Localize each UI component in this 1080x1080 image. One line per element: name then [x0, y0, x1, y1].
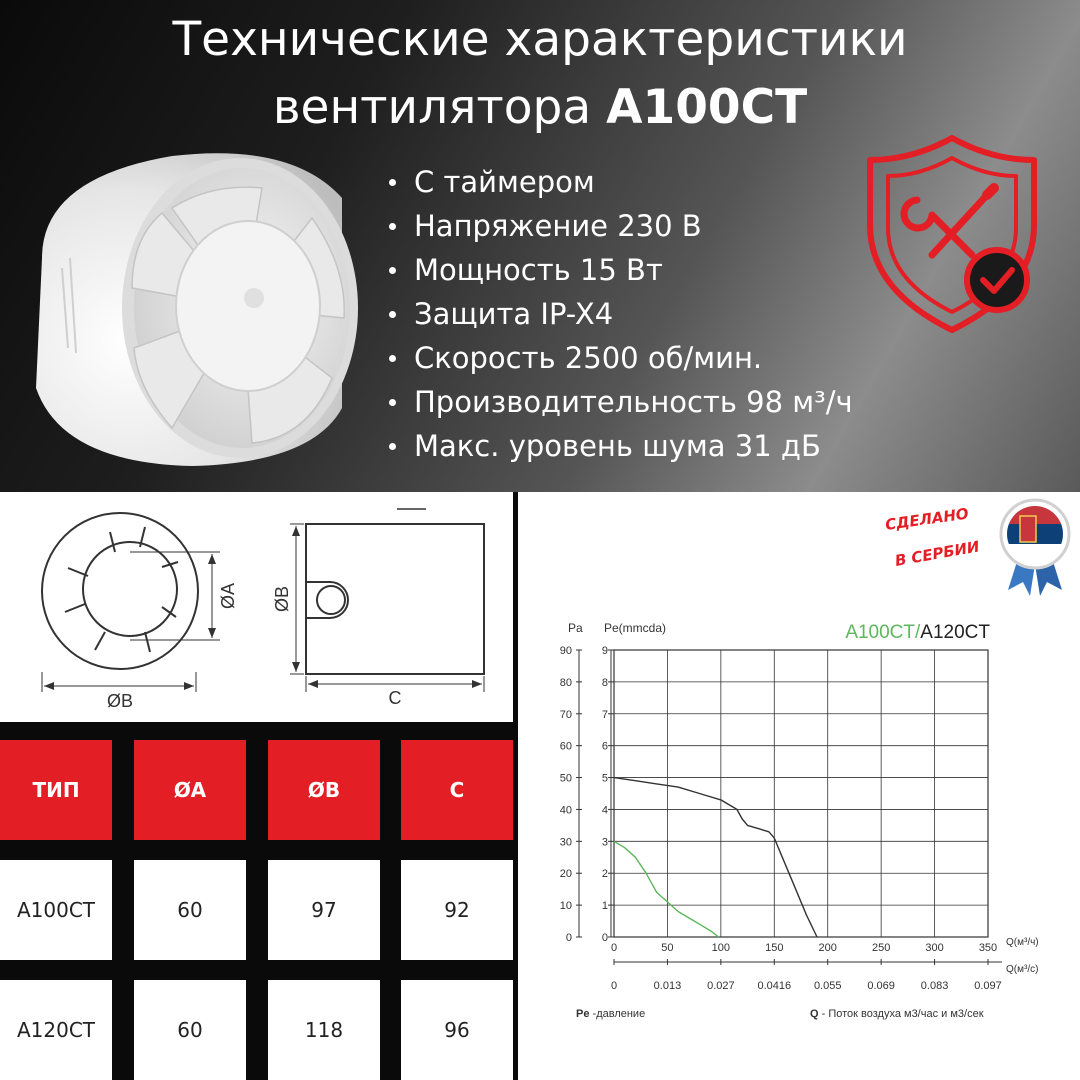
x2-tick-label: 0.0416 [757, 980, 792, 992]
y-left-tick-label: 40 [559, 804, 572, 817]
y-left-tick-label: 80 [559, 676, 572, 689]
y-left-tick-label: 90 [559, 645, 572, 657]
table-cell: A100CT [0, 860, 112, 960]
technical-drawings [0, 492, 513, 722]
model-name: A100CT [606, 80, 808, 135]
chart-legend [845, 622, 990, 643]
y-right-tick-label: 9 [601, 645, 608, 657]
serbia-flag-rosette-icon [1001, 500, 1069, 596]
chart-series [614, 778, 817, 937]
performance-panel [518, 492, 1080, 1080]
y-left-tick-label: 0 [565, 932, 572, 944]
table-cell: 92 [401, 860, 513, 960]
label-a: ØA [218, 582, 238, 610]
y-left-tick-label: 10 [559, 900, 572, 913]
dimensions-panel [0, 492, 513, 1080]
page-title [0, 6, 1080, 142]
x2-tick-label: 0.055 [813, 980, 842, 992]
table-cell: 60 [134, 980, 246, 1080]
y-right-tick-label: 3 [601, 836, 608, 849]
chart-ticks [560, 645, 1002, 992]
title-line-2: вентилятора A100CT [272, 80, 808, 135]
spec-item: Производительность 98 м³/ч [387, 380, 853, 424]
label-b-side: ØB [272, 585, 292, 613]
spec-item: Макс. уровень шума 31 дБ [387, 424, 853, 468]
table-cell: 118 [268, 980, 380, 1080]
side-view-body [306, 524, 484, 674]
front-outer-circle [42, 513, 198, 669]
badge-line-2: В СЕРБИИ [893, 537, 981, 570]
y-right-tick-label: 1 [601, 900, 608, 913]
footer-pressure: Pe -давление [576, 1008, 646, 1020]
top-banner [0, 0, 1080, 492]
spec-item: Защита IP-X4 [387, 292, 853, 336]
x2-tick-label: 0.069 [867, 980, 895, 992]
x-tick-label: 200 [818, 942, 837, 954]
y-right-tick-label: 5 [601, 772, 608, 785]
legend-series-2: A120CT [920, 622, 990, 643]
made-in-serbia-badge [878, 492, 1078, 597]
x-tick-label: 0 [610, 942, 618, 954]
plot-border [614, 650, 988, 937]
badge-line-1: СДЕЛАНО [884, 504, 970, 534]
y-right-label: Pe(mmcda) [604, 621, 667, 635]
series-line-a100ct [614, 841, 719, 937]
performance-chart [518, 602, 1080, 1042]
chart-grid [614, 650, 988, 937]
spec-item: С таймером [387, 160, 853, 204]
table-header-c: C [401, 740, 513, 840]
table-header-a: ØA [134, 740, 246, 840]
x-unit-label: Q(м³/ч) [1006, 937, 1039, 948]
x-tick-label: 350 [978, 942, 998, 954]
y-left-tick-label: 20 [559, 868, 572, 881]
y-left-tick-label: 70 [559, 708, 572, 721]
x2-tick-label: 0.013 [653, 980, 682, 992]
shield-tools-icon [862, 130, 1042, 340]
spec-item: Мощность 15 Вт [387, 248, 853, 292]
fan-product-photo [22, 138, 362, 468]
footer-flow: Q - Поток воздуха м3/час и м3/сек [810, 1008, 984, 1020]
x2-tick-label: 0 [610, 980, 618, 992]
legend-separator: / [915, 622, 921, 643]
front-blades [65, 527, 178, 652]
x-tick-label: 250 [871, 942, 891, 954]
table-cell: 96 [401, 980, 513, 1080]
y-right-tick-label: 4 [601, 804, 608, 817]
x2-tick-label: 0.027 [707, 980, 735, 992]
y-left-label: Pa [568, 621, 583, 635]
x2-tick-label: 0.097 [974, 980, 1002, 992]
table-cell: A120CT [0, 980, 112, 1080]
y-right-tick-label: 2 [601, 868, 608, 881]
y-left-tick-label: 30 [559, 836, 572, 849]
y-right-tick-label: 7 [601, 708, 608, 721]
legend-series-1: A100CT [845, 622, 916, 643]
y-right-tick-label: 6 [601, 740, 608, 753]
x-tick-label: 50 [661, 942, 674, 954]
title-line-1: Технические характеристики [172, 12, 908, 67]
x2-unit-label: Q(м³/с) [1006, 964, 1039, 975]
table-cell: 60 [134, 860, 246, 960]
y-right-tick-label: 0 [601, 932, 608, 944]
label-c: C [388, 688, 402, 708]
x2-tick-label: 0.083 [920, 980, 949, 992]
label-b-front: ØB [106, 691, 134, 711]
spec-item: Скорость 2500 об/мин. [387, 336, 853, 380]
y-left-tick-label: 60 [559, 740, 572, 753]
table-header-type: ТИП [0, 740, 112, 840]
y-left-tick-label: 50 [559, 772, 572, 785]
x-tick-label: 100 [711, 942, 731, 954]
x-tick-label: 150 [765, 942, 784, 954]
series-line-a120ct [614, 778, 817, 937]
dimension-table [0, 722, 513, 1080]
spec-list [387, 160, 853, 468]
spec-item: Напряжение 230 В [387, 204, 853, 248]
table-header-b: ØB [268, 740, 380, 840]
table-cell: 97 [268, 860, 380, 960]
x-tick-label: 300 [925, 942, 944, 954]
y-right-tick-label: 8 [601, 676, 608, 689]
front-inner-circle [83, 542, 177, 636]
